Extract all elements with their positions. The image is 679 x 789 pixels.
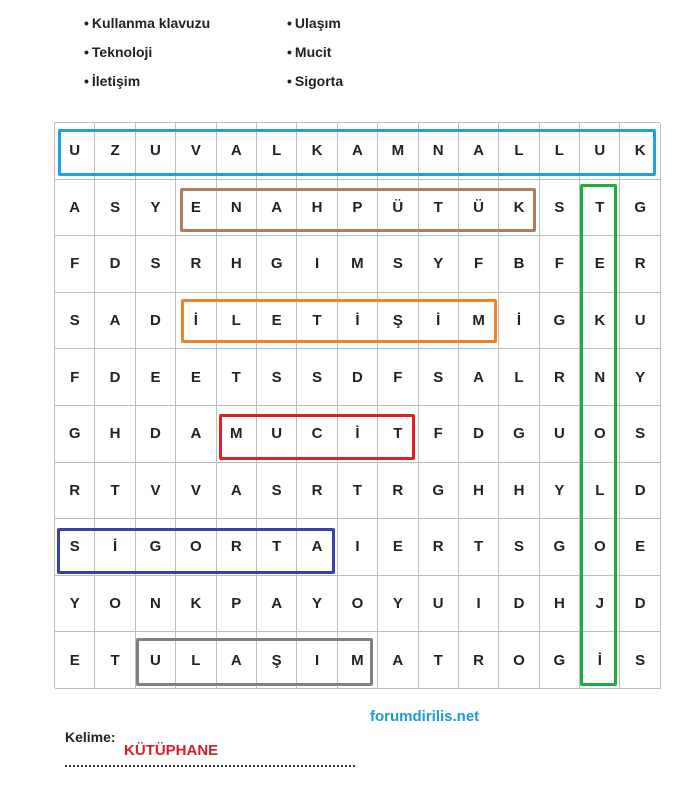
grid-cell: A bbox=[217, 632, 257, 689]
grid-cell: İ bbox=[95, 519, 135, 576]
grid-cell: V bbox=[176, 463, 216, 520]
grid-cell: K bbox=[580, 293, 620, 350]
grid-cell: G bbox=[136, 519, 176, 576]
grid-cell: U bbox=[580, 123, 620, 180]
grid-cell: A bbox=[217, 463, 257, 520]
grid-cell: S bbox=[257, 349, 297, 406]
grid-cell: L bbox=[257, 123, 297, 180]
grid-cell: K bbox=[297, 123, 337, 180]
grid-cell: L bbox=[580, 463, 620, 520]
grid-cell: L bbox=[217, 293, 257, 350]
grid-cell: D bbox=[136, 406, 176, 463]
word-list-item-label: Sigorta bbox=[294, 73, 344, 89]
grid-cell: İ bbox=[338, 293, 378, 350]
grid-cell: T bbox=[217, 349, 257, 406]
word-list-item-label: Mucit bbox=[294, 44, 332, 60]
grid-cell: U bbox=[419, 576, 459, 633]
grid-cell: S bbox=[419, 349, 459, 406]
grid-cell: U bbox=[540, 406, 580, 463]
grid-cell: S bbox=[540, 180, 580, 237]
grid-cell: A bbox=[55, 180, 95, 237]
grid-cell: İ bbox=[499, 293, 539, 350]
word-list-item: • Ulaşım bbox=[287, 15, 341, 31]
word-list-item: • Mucit bbox=[287, 44, 332, 60]
grid-cell: G bbox=[540, 632, 580, 689]
grid-cell: F bbox=[459, 236, 499, 293]
grid-cell: P bbox=[338, 180, 378, 237]
grid-cell: G bbox=[419, 463, 459, 520]
grid-cell: Ü bbox=[378, 180, 418, 237]
grid-cell: A bbox=[257, 180, 297, 237]
kelime-answer: KÜTÜPHANE bbox=[124, 742, 219, 759]
grid-cell: O bbox=[95, 576, 135, 633]
grid-cell: T bbox=[419, 632, 459, 689]
grid-cell: S bbox=[378, 236, 418, 293]
grid-cell: F bbox=[540, 236, 580, 293]
grid-cell: S bbox=[620, 632, 660, 689]
grid-cell: İ bbox=[176, 293, 216, 350]
grid-cell: F bbox=[55, 349, 95, 406]
grid-cell: T bbox=[257, 519, 297, 576]
grid-cell: V bbox=[136, 463, 176, 520]
grid-cell: Ş bbox=[378, 293, 418, 350]
word-list-item: • İletişim bbox=[84, 73, 141, 89]
grid-cell: S bbox=[257, 463, 297, 520]
grid-cell: T bbox=[338, 463, 378, 520]
grid-cell: H bbox=[459, 463, 499, 520]
grid-cell: H bbox=[95, 406, 135, 463]
grid-cell: H bbox=[540, 576, 580, 633]
grid-cell: S bbox=[55, 293, 95, 350]
grid-cell: H bbox=[499, 463, 539, 520]
grid-cell: O bbox=[580, 406, 620, 463]
grid-cell: A bbox=[459, 123, 499, 180]
word-list bbox=[84, 12, 384, 92]
grid-cell: K bbox=[620, 123, 660, 180]
grid-cell: T bbox=[297, 293, 337, 350]
grid-cell: D bbox=[620, 576, 660, 633]
grid-cell: T bbox=[419, 180, 459, 237]
word-list-item: • Teknoloji bbox=[84, 44, 153, 60]
grid-cell: N bbox=[136, 576, 176, 633]
grid-cell: İ bbox=[419, 293, 459, 350]
word-list-item-label: İletişim bbox=[91, 73, 141, 89]
grid-cell: M bbox=[338, 632, 378, 689]
grid-cell: E bbox=[176, 180, 216, 237]
grid-cell: D bbox=[338, 349, 378, 406]
grid-cell: S bbox=[297, 349, 337, 406]
grid-cell: Z bbox=[95, 123, 135, 180]
grid-cell: T bbox=[459, 519, 499, 576]
grid-cell: S bbox=[55, 519, 95, 576]
grid-cell: G bbox=[257, 236, 297, 293]
grid-cell: B bbox=[499, 236, 539, 293]
grid-cell: İ bbox=[580, 632, 620, 689]
grid-cell: D bbox=[459, 406, 499, 463]
grid-cell: E bbox=[176, 349, 216, 406]
grid-cell: R bbox=[540, 349, 580, 406]
grid-cell: A bbox=[95, 293, 135, 350]
grid-cell: Y bbox=[540, 463, 580, 520]
grid-cell: M bbox=[217, 406, 257, 463]
grid-cell: R bbox=[459, 632, 499, 689]
grid-cell: R bbox=[620, 236, 660, 293]
answer-dotted-line bbox=[65, 765, 355, 767]
grid-cell: H bbox=[217, 236, 257, 293]
grid-cell: U bbox=[136, 123, 176, 180]
grid-cell: U bbox=[620, 293, 660, 350]
grid-cell: O bbox=[499, 632, 539, 689]
grid-cell: R bbox=[217, 519, 257, 576]
grid-cell: U bbox=[257, 406, 297, 463]
grid-cell: A bbox=[176, 406, 216, 463]
grid-cell: L bbox=[176, 632, 216, 689]
grid-cell: U bbox=[136, 632, 176, 689]
grid-cell: D bbox=[95, 349, 135, 406]
grid-cell: G bbox=[620, 180, 660, 237]
grid-cell: D bbox=[499, 576, 539, 633]
grid-cell: I bbox=[297, 236, 337, 293]
grid-cell: S bbox=[499, 519, 539, 576]
grid-cell: T bbox=[378, 406, 418, 463]
grid-cell: V bbox=[176, 123, 216, 180]
grid-cell: A bbox=[338, 123, 378, 180]
grid-cell: Y bbox=[55, 576, 95, 633]
grid-cell: S bbox=[136, 236, 176, 293]
grid-cell: Y bbox=[136, 180, 176, 237]
grid-cell: R bbox=[378, 463, 418, 520]
grid-cell: E bbox=[257, 293, 297, 350]
grid-cell: I bbox=[297, 632, 337, 689]
grid-cell: F bbox=[378, 349, 418, 406]
grid-cell: A bbox=[257, 576, 297, 633]
grid-cell: G bbox=[499, 406, 539, 463]
grid-cell: T bbox=[95, 632, 135, 689]
grid-cell: G bbox=[55, 406, 95, 463]
grid-cell: D bbox=[95, 236, 135, 293]
grid-cell: J bbox=[580, 576, 620, 633]
word-list-item: • Kullanma klavuzu bbox=[84, 15, 211, 31]
grid-cell: A bbox=[378, 632, 418, 689]
grid-cell: R bbox=[55, 463, 95, 520]
word-list-item: • Sigorta bbox=[287, 73, 344, 89]
grid-cell: R bbox=[419, 519, 459, 576]
grid-cell: G bbox=[540, 519, 580, 576]
grid-cell: K bbox=[176, 576, 216, 633]
grid-cell: S bbox=[620, 406, 660, 463]
grid-cell: Y bbox=[378, 576, 418, 633]
word-list-item-label: Ulaşım bbox=[294, 15, 341, 31]
grid-cell: E bbox=[620, 519, 660, 576]
grid-cell: M bbox=[338, 236, 378, 293]
grid-cell: U bbox=[55, 123, 95, 180]
site-watermark: forumdirilis.net bbox=[370, 708, 480, 725]
grid-cell: F bbox=[55, 236, 95, 293]
grid-cell: Y bbox=[297, 576, 337, 633]
grid-cell: E bbox=[55, 632, 95, 689]
grid-cell: İ bbox=[338, 406, 378, 463]
grid-cell: F bbox=[419, 406, 459, 463]
grid-cell: T bbox=[95, 463, 135, 520]
grid-cell: I bbox=[338, 519, 378, 576]
grid-cell: N bbox=[419, 123, 459, 180]
grid-cell: E bbox=[136, 349, 176, 406]
grid-cell: A bbox=[217, 123, 257, 180]
grid-cell: S bbox=[95, 180, 135, 237]
grid-cell: O bbox=[176, 519, 216, 576]
grid-cell: D bbox=[136, 293, 176, 350]
grid-cell: N bbox=[217, 180, 257, 237]
grid-cell: O bbox=[580, 519, 620, 576]
grid-cell: C bbox=[297, 406, 337, 463]
grid-cell: L bbox=[499, 349, 539, 406]
word-search-grid bbox=[54, 122, 660, 688]
grid-cell: Ş bbox=[257, 632, 297, 689]
grid-cell: I bbox=[459, 576, 499, 633]
grid-cell: A bbox=[459, 349, 499, 406]
grid-cell: Ü bbox=[459, 180, 499, 237]
word-list-item-label: Teknoloji bbox=[91, 44, 153, 60]
grid-cell: A bbox=[297, 519, 337, 576]
grid-cell: H bbox=[297, 180, 337, 237]
grid-cell: O bbox=[338, 576, 378, 633]
grid-cell: R bbox=[297, 463, 337, 520]
grid-cell: R bbox=[176, 236, 216, 293]
grid-cell: M bbox=[459, 293, 499, 350]
kelime-label: Kelime: bbox=[65, 729, 116, 745]
grid-cell: E bbox=[378, 519, 418, 576]
grid-cell: Y bbox=[419, 236, 459, 293]
grid-cell: D bbox=[620, 463, 660, 520]
grid-cell: T bbox=[580, 180, 620, 237]
grid-cell: E bbox=[580, 236, 620, 293]
grid-cell: L bbox=[540, 123, 580, 180]
grid-cell: P bbox=[217, 576, 257, 633]
grid-cell: N bbox=[580, 349, 620, 406]
grid-cell: K bbox=[499, 180, 539, 237]
grid-cell: G bbox=[540, 293, 580, 350]
grid-cell: L bbox=[499, 123, 539, 180]
grid-cell: Y bbox=[620, 349, 660, 406]
grid-cell: M bbox=[378, 123, 418, 180]
word-list-item-label: Kullanma klavuzu bbox=[91, 15, 211, 31]
